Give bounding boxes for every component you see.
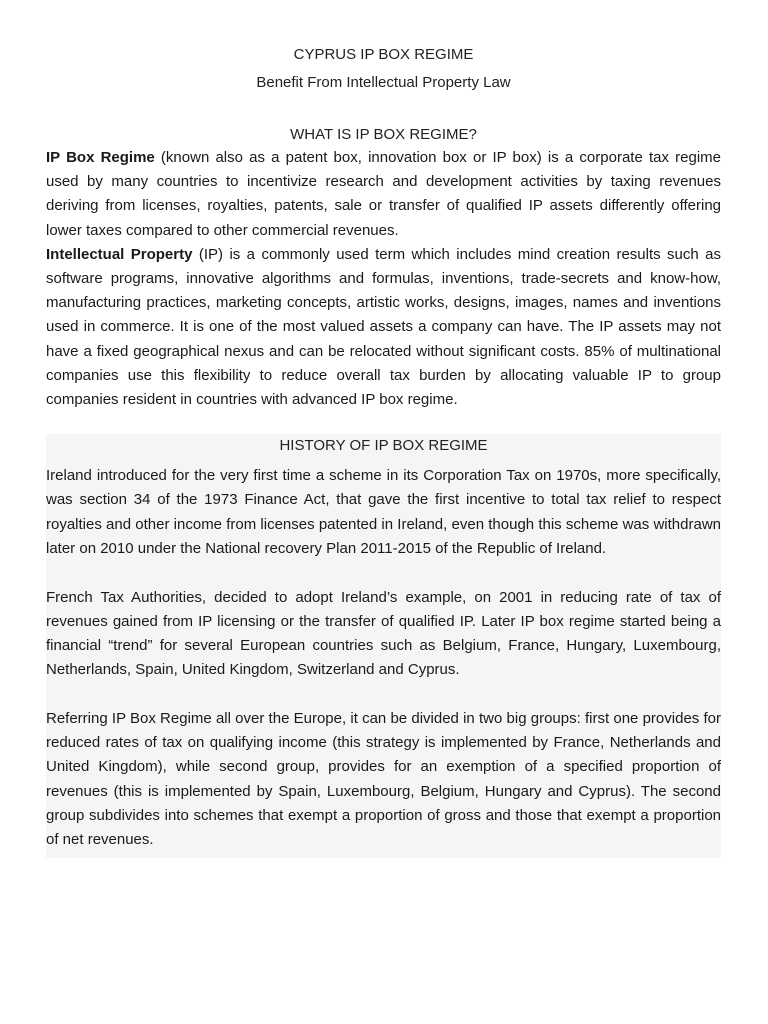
paragraph-intellectual-property [46,243,721,412]
paragraph-text: (known also as a patent box, innovation box or IP box) is a corporate tax regime used by many countries to incentivize research and development activities by taxing revenues deriving from licenses, royalties, patents, sale or transfer of qualified IP assets differently offering lower taxes compared to other commercial revenues. [46,149,721,239]
document-title: CYPRUS IP BOX REGIME [293,46,474,63]
paragraph-history-ireland: Ireland introduced for the very first time a scheme in its Corporation Tax on 1970s, more specifically, was section 34 of the 1973 Finance Act, that gave the first incentive to total tax relief to respect royalties and other income from licenses patented in Ireland, even though this scheme was withdrawn later on 2010 under the National recovery Plan 2011-2015 of the Republic of Ireland. [46,467,721,557]
term-ip-box-regime: IP Box Regime [46,149,155,166]
history-section [46,434,721,858]
history-heading-wrap [46,434,721,458]
paragraph-ip-box-regime [46,146,721,243]
paragraph-text: (IP) is a commonly used term which includes mind creation results such as software programs, innovative algorithms and formulas, inventions, trade-secrets and know-how, manufacturing practices, marketing concepts, artistic works, designs, images, names and inventions used in commerce. It is one of the most valued assets a company can have. The IP assets may not have a fixed geographical nexus and can be relocated without significant costs. 85% of multinational companies use this flexibility to reduce overall tax burden by allocating valuable IP to group companies resident in countries with advanced IP box regime. [46,245,721,409]
document-page [46,44,721,858]
section-heading-history: HISTORY OF IP BOX REGIME [279,437,488,455]
term-intellectual-property: Intellectual Property [46,245,193,263]
paragraph-history-europe: Referring IP Box Regime all over the Europe, it can be divided in two big groups: first one provides for reduced rates of tax on qualifying income (this strategy is implemented by France, Netherlands and United Kingdom), while second group, provides for an exemption of a specified proportion of revenues (this is implemented by Spain, Luxembourg, Belgium, Hungary and Cyprus). The second group subdivides into schemes that exempt a proportion of gross and those that exempt a proportion of net revenues. [46,710,721,849]
document-subtitle: Benefit From Intellectual Property Law [256,74,511,91]
paragraph-spacer [46,682,721,707]
section-heading-what-is: WHAT IS IP BOX REGIME? [290,126,477,143]
paragraph-spacer [46,561,721,586]
paragraph-history-france: French Tax Authorities, decided to adopt Ireland’s example, on 2001 in reducing rate of tax of revenues gained from IP licensing or the transfer of qualified IP. Later IP box regime started being a financial “trend” for several European countries such as Belgium, France, Hungary, Luxembourg, Netherlands, Spain, United Kingdom, Switzerland and Cyprus. [46,588,721,679]
section-padding [46,852,721,858]
